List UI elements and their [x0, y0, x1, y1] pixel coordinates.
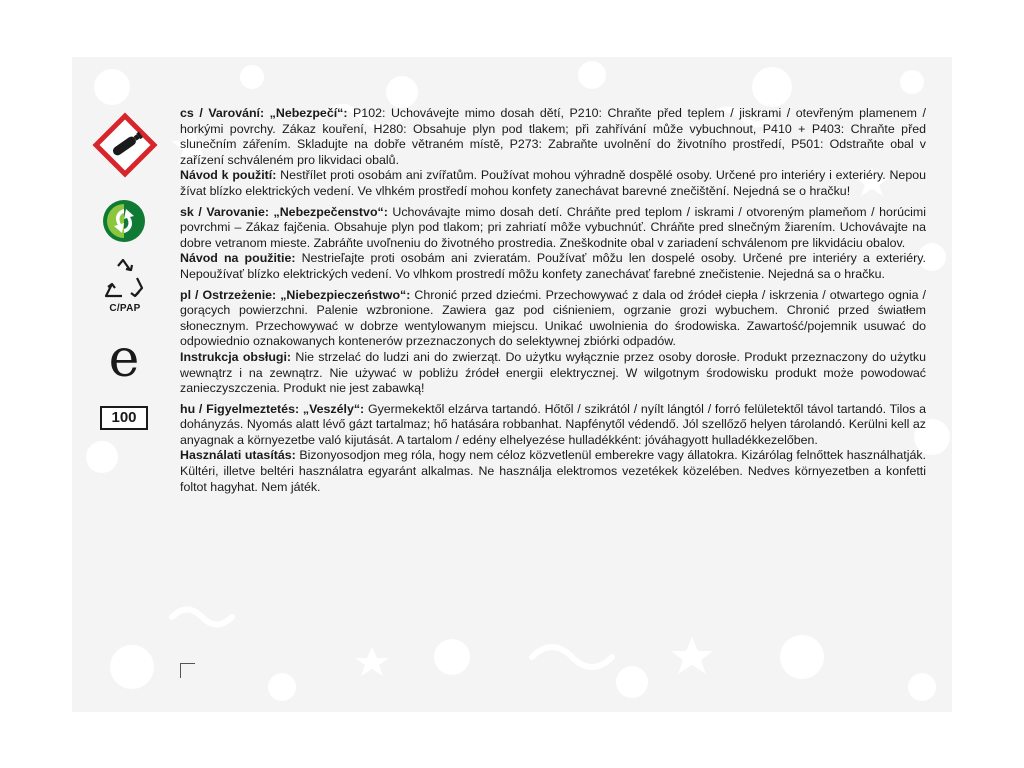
section-hu: [180, 402, 926, 496]
label-panel: [72, 57, 952, 712]
usage-text: Nestrieľajte proti osobám ani zvieratám. Používať môžu len dospelé osoby. Určené pre interiéry a exteriéry. Nepoužívať blízko elektrických vedení. Vo vlhkom prostredí môžu konfety zanechávať farebné znečistenie. Nejedná sa o hračku.: [180, 251, 926, 281]
warning-heading: hu / Figyelmeztetés: „Veszély“:: [180, 401, 365, 416]
section-pl: [180, 288, 926, 397]
usage-heading: Návod k použití:: [180, 168, 277, 183]
warning-paragraph: [180, 106, 926, 168]
warning-heading: pl / Ostrzeżenie: „Niebezpieczeństwo“:: [180, 287, 411, 302]
crop-mark: [180, 663, 195, 678]
recycle-code-label: C/PAP: [109, 303, 141, 314]
warning-text: Gyermekektől elzárva tartandó. Hőtől / szikrától / nyílt lángtól / forró felületektől távol tartandó. Tilos a dohányzás. Nyomás alatt lévő gázt tartalmaz; hő hatására robbanhat. Napfénytől védendő. Jól szellőző helyen tárolandó. Kerülni kell az anyagnak a környezetbe való kijutását. A tartalom / edény elhelyezése hulladékként: jóváhagyott hulladékkezelőben.: [180, 401, 926, 447]
usage-heading: Instrukcja obsługi:: [180, 349, 292, 364]
e-mark-icon: e: [108, 329, 140, 389]
usage-paragraph: [180, 168, 926, 199]
section-cs: [180, 106, 926, 200]
usage-heading: Használati utasítás:: [180, 448, 296, 463]
warning-heading: sk / Varovanie: „Nebezpečenstvo“:: [180, 204, 388, 219]
warning-paragraph: [180, 205, 926, 252]
section-sk: [180, 205, 926, 283]
usage-text: Nie strzelać do ludzi ani do zwierząt. Do użytku wyłącznie przez osoby dorosłe. Produkt przeznaczony do użytku wewnątrz i na zewnątrz. Nie używać w pobliżu źródeł energii elektrycznej. W wilgotnym środowisku produkt może powodować zanieczyszczenia. Produkt nie jest zabawką!: [180, 349, 926, 396]
quantity-box: 100: [100, 406, 148, 430]
usage-text: Nestřílet proti osobám ani zvířatům. Používat mohou výhradně dospělé osoby. Určené pro interiéry i exteriéry. Nepou žívat blízko elektrických vedení. Ve vlhkém prostředí mohou konfety zanechávat barevné znečištění. Nejedná se o hračku!: [180, 168, 926, 198]
warning-text: Uchovávajte mimo dosah detí. Chráňte pred teplom / iskrami / otvoreným plameňom / horúcimi povrchmi – Zákaz fajčenia. Obsahuje plyn pod tlakom; pri zahriatí môže vybuchnúť. Chráňte pred slnečným žiarením. Uchovávajte na dobre vetranom mieste. Zabráňte uvoľneniu do životného prostredia. Zneškodnite obal v zariadení schválenom pre likvidáciu obalov.: [180, 204, 926, 250]
usage-text: Bizonyosodjon meg róla, hogy nem céloz közvetlenül emberekre vagy állatokra. Kizárólag felnőttek használhatják. Kültéri, illetve beltéri használatra egyaránt alkalmas. Ne használja elektromos vezetékek közelében. Nedves környezetben a konfetti foltot hagyhat. Nem játék.: [180, 448, 927, 494]
usage-heading: Návod na použitie:: [180, 251, 296, 266]
usage-paragraph: [180, 350, 926, 397]
warning-paragraph: [180, 288, 926, 350]
warning-text: P102: Uchovávejte mimo dosah dětí, P210: Chraňte před teplem / jiskrami / otevřeným plamenem / horkými povrchy. Zákaz kouření, H280: Obsahuje plyn pod tlakem; při zahřívání může vybuchnout, P410 + P403: Chraňte před slunečním zářením. Skladujte na dobře větraném místě, P273: Zabraňte uvolnění do životního prostředí, P501: Odstraňte obal v zařízení schváleném pro likvidaci obalů.: [180, 106, 926, 167]
safety-text-block: [180, 106, 926, 500]
warning-heading: cs / Varování: „Nebezpečí“:: [180, 106, 348, 120]
usage-paragraph: [180, 251, 926, 282]
warning-paragraph: [180, 402, 926, 449]
warning-text: Chronić przed dziećmi. Przechowywać z dala od źródeł ciepła / iskrzenia / otwartego ognia / gorących powierzchni. Palenie wzbronione. Zawiera gaz pod ciśnieniem, ogrzanie grozi wybuchem. Chronić przed światłem słonecznym. Przechowywać w dobrze wentylowanym miejscu. Unikać uwolnienia do środowiska. Zawartość/pojemnik usuwać do odpowiednio oznakowanych kontenerów przeznaczonych do selektywnej zbiórki odpadów.: [180, 287, 926, 349]
usage-paragraph: [180, 448, 926, 495]
recycling-triangle-icon: [102, 258, 144, 300]
gas-cylinder-hazard-icon: [92, 112, 158, 178]
green-dot-recycle-icon: [102, 199, 146, 243]
